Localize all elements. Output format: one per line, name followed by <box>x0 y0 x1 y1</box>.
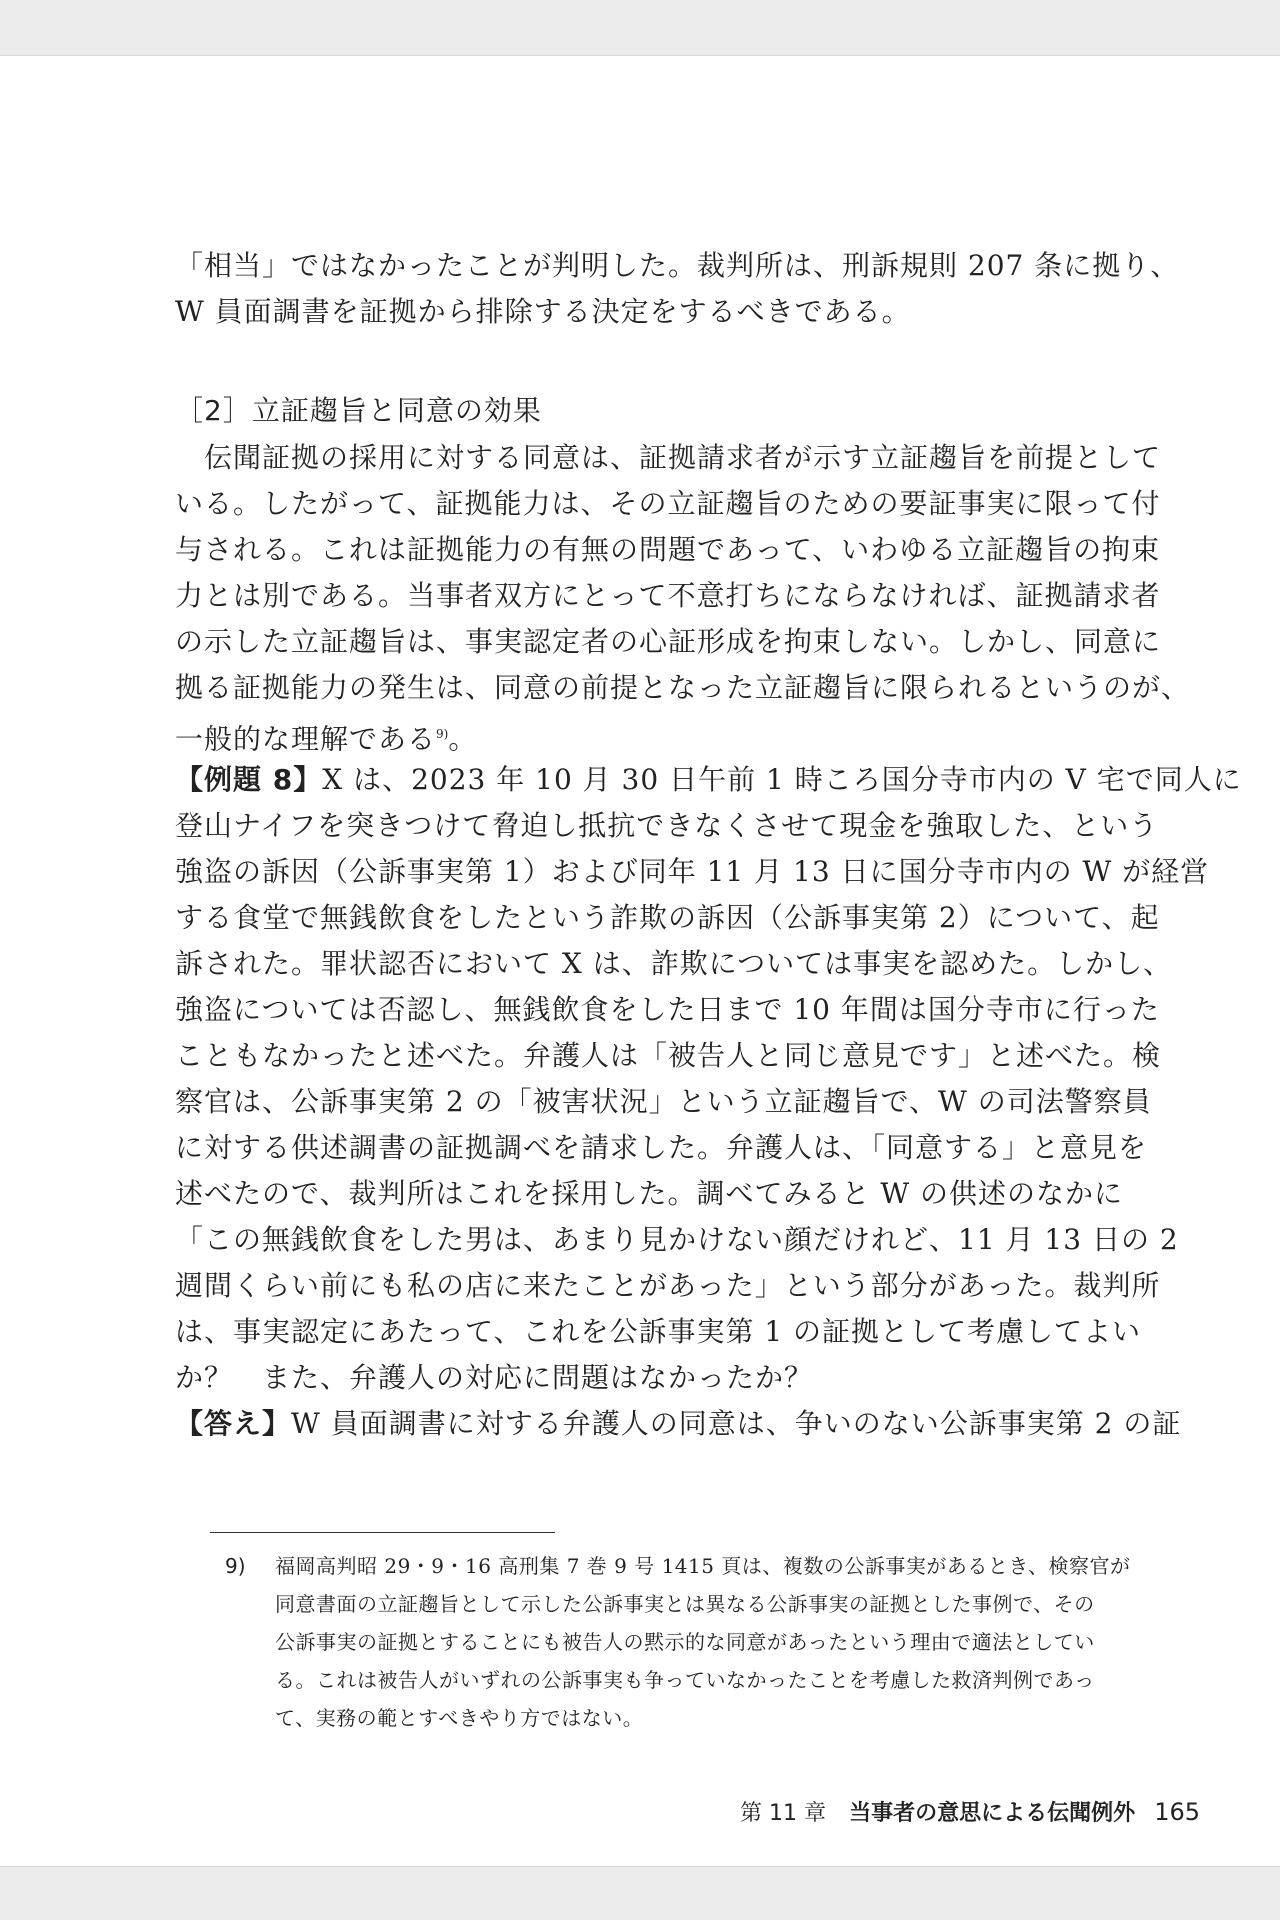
footnote-line: 公訴事実の証拠とすることにも被告人の黙示的な同意があったという理由で適法としてい <box>275 1630 1095 1654</box>
footnote-line: る。これは被告人がいずれの公訴事実も争っていなかったことを考慮した救済判例であっ <box>275 1668 1095 1692</box>
text-line: 述べたので、裁判所はこれを採用した。調べてみると W の供述のなかに <box>175 1177 1124 1210</box>
text-line: する食堂で無銭飲食をしたという詐欺の訴因（公訴事実第 2）について、起 <box>175 901 1160 934</box>
text-line: 伝聞証拠の採用に対する同意は、証拠請求者が示す立証趨旨を前提として <box>175 441 1162 474</box>
text-span: 一般的な理解である <box>175 722 437 756</box>
footnote-line: 福岡高判昭 29・9・16 高刑集 7 巻 9 号 1415 頁は、複数の公訴事実があるとき、検察官が <box>275 1554 1131 1578</box>
answer-line <box>175 1404 1181 1444</box>
text-line: 登山ナイフを突きつけて脅迫し抵抗できなくさせて現金を強取した、という <box>175 809 1159 842</box>
text-span: 。 <box>448 722 478 756</box>
running-footer <box>740 1796 1200 1827</box>
text-line: 強盗の訴因（公訴事実第 1）および同年 11 月 13 日に国分寺市内の W が経営 <box>175 855 1210 888</box>
text-line: 力とは別である。当事者双方にとって不意打ちにならなければ、証拠請求者 <box>175 579 1161 612</box>
book-page <box>0 55 1280 1867</box>
footnote-number: 9) <box>225 1554 246 1578</box>
text-line: 察官は、公訴事実第 2 の「被害状況」という立証趨旨で、W の司法警察員 <box>175 1085 1152 1118</box>
text-line: 週間くらい前にも私の店に来たことがあった」という部分があった。裁判所 <box>175 1269 1161 1302</box>
text-line: か？ また、弁護人の対応に問題はなかったか？ <box>175 1361 814 1394</box>
text-line: 与される。これは証拠能力の有無の問題であって、いわゆる立証趨旨の拘束 <box>175 533 1161 566</box>
text-span: W 員面調書に対する弁護人の同意は、争いのない公訴事実第 2 の証 <box>291 1407 1182 1440</box>
footnote-ref[interactable]: 9) <box>436 727 449 741</box>
text-line: 「相当」ではなかったことが判明した。裁判所は、刑訴規則 207 条に拠り、 <box>175 249 1180 282</box>
example-label: 【例題 8】 <box>175 763 323 796</box>
text-line: に対する供述調書の証拠調べを請求した。弁護人は、「同意する」と意見を <box>175 1131 1148 1164</box>
footnote-line: 同意書面の立証趨旨として示した公訴事実とは異なる公訴事実の証拠とした事例で、その <box>275 1592 1095 1616</box>
text-line: 強盗については否認し、無銭飲食をした日まで 10 年間は国分寺市に行った <box>175 993 1160 1026</box>
chapter-number: 第 11 章 <box>740 1801 826 1826</box>
example-first-line <box>175 760 1242 800</box>
text-line: 拠る証拠能力の発生は、同意の前提となった立証趨旨に限られるというのが、 <box>175 671 1191 704</box>
section-heading: ［2］立証趨旨と同意の効果 <box>175 394 542 427</box>
text-line: こともなかったと述べた。弁護人は「被告人と同じ意見です」と述べた。検 <box>175 1039 1162 1072</box>
text-span: X は、2023 年 10 月 30 日午前 1 時ころ国分寺市内の V 宅で同人に <box>322 763 1242 796</box>
footnote-divider <box>210 1532 555 1533</box>
chapter-title: 当事者の意思による伝聞例外 <box>849 1801 1136 1826</box>
text-line: 訴された。罪状認否において X は、詐欺については事実を認めた。しかし、 <box>175 947 1173 980</box>
text-line: いる。したがって、証拠能力は、その立証趨旨のための要証事実に限って付 <box>175 487 1161 520</box>
footnote-line: て、実務の範とすべきやり方ではない。 <box>275 1706 644 1730</box>
text-line <box>175 714 477 759</box>
text-line: W 員面調書を証拠から排除する決定をするべきである。 <box>175 295 911 328</box>
text-line: 「この無銭飲食をした男は、あまり見かけない顔だけれど、11 月 13 日の 2 <box>175 1223 1179 1256</box>
answer-label: 【答え】 <box>175 1407 292 1440</box>
page-number: 165 <box>1154 1798 1200 1826</box>
text-line: は、事実認定にあたって、これを公訴事実第 1 の証拠として考慮してよい <box>175 1315 1142 1348</box>
text-line: の示した立証趨旨は、事実認定者の心証形成を拘束しない。しかし、同意に <box>175 625 1162 658</box>
